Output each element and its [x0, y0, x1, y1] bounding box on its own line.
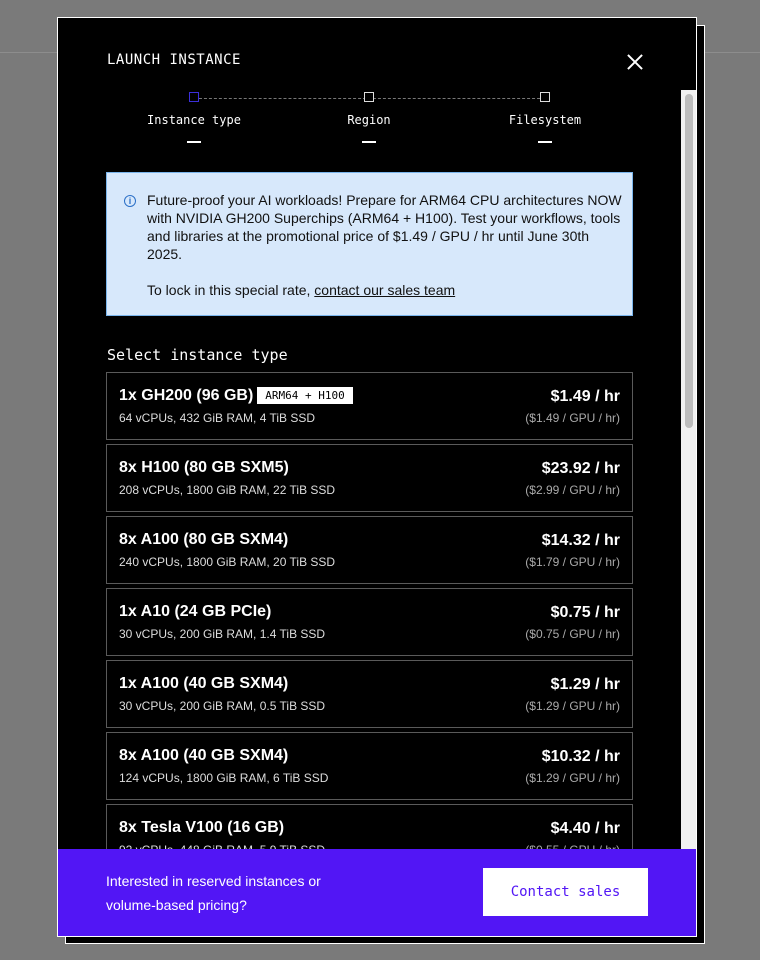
info-icon: i — [124, 195, 136, 207]
step-underline-filesystem — [538, 141, 552, 143]
step-underline-instance-type — [187, 141, 201, 143]
instance-price: $4.40 / hr — [550, 820, 620, 837]
instance-price-per-gpu: ($1.29 / GPU / hr) — [525, 771, 620, 785]
instance-name-text: 8x Tesla V100 (16 GB) — [119, 819, 285, 836]
instance-name — [119, 819, 284, 837]
step-marker-region — [364, 92, 374, 102]
step-label-instance-type[interactable]: Instance type — [147, 113, 241, 127]
instance-name — [119, 387, 353, 405]
instance-price: $23.92 / hr — [541, 460, 620, 477]
instance-name — [119, 747, 288, 765]
instance-name-text: 8x A100 (40 GB SXM4) — [119, 747, 289, 764]
instance-name-text: 1x GH200 (96 GB) — [119, 387, 254, 404]
instance-option[interactable] — [106, 444, 633, 512]
instance-option[interactable] — [106, 732, 633, 800]
instance-specs: 30 vCPUs, 200 GiB RAM, 0.5 TiB SSD — [119, 699, 326, 713]
promo-message: Future-proof your AI workloads! Prepare for ARM64 CPU architectures NOW with NVIDIA GH200 Superchips (ARM64 + H100). Test your workflows, tools and libraries at the promotional price of $1.49 / GPU / hr until June 30th 2025. — [147, 192, 622, 262]
instance-option[interactable] — [106, 516, 633, 584]
instance-name — [119, 675, 288, 693]
section-title: Select instance type — [107, 346, 288, 364]
instance-price: $10.32 / hr — [541, 748, 620, 765]
instance-list — [106, 372, 633, 876]
instance-name — [119, 531, 288, 549]
architecture-badge: ARM64 + H100 — [257, 387, 352, 404]
instance-specs: 240 vCPUs, 1800 GiB RAM, 20 TiB SSD — [119, 555, 336, 569]
instance-name — [119, 603, 271, 621]
scrollbar[interactable] — [681, 90, 697, 850]
step-marker-filesystem — [540, 92, 550, 102]
instance-option[interactable] — [106, 372, 633, 440]
instance-specs: 124 vCPUs, 1800 GiB RAM, 6 TiB SSD — [119, 771, 329, 785]
instance-name-text: 1x A100 (40 GB SXM4) — [119, 675, 289, 692]
footer-text: Interested in reserved instances or volume-based pricing? — [106, 873, 321, 913]
footer-banner — [58, 849, 696, 937]
modal-title: LAUNCH INSTANCE — [107, 52, 241, 68]
promo-info-box — [106, 172, 633, 316]
instance-name — [119, 459, 289, 477]
promo-lock-prefix: To lock in this special rate, — [147, 282, 315, 298]
contact-sales-link[interactable]: contact our sales team — [314, 282, 456, 298]
step-label-region[interactable]: Region — [347, 113, 391, 127]
instance-name-text: 1x A10 (24 GB PCIe) — [119, 603, 272, 620]
instance-price-per-gpu: ($1.29 / GPU / hr) — [525, 699, 620, 713]
instance-price: $14.32 / hr — [541, 532, 620, 549]
instance-option[interactable] — [106, 660, 633, 728]
instance-price-per-gpu: ($2.99 / GPU / hr) — [525, 483, 620, 497]
instance-price-per-gpu: ($1.49 / GPU / hr) — [525, 411, 620, 425]
instance-name-text: 8x A100 (80 GB SXM4) — [119, 531, 289, 548]
close-icon[interactable] — [621, 48, 649, 76]
instance-price: $1.49 / hr — [550, 388, 620, 405]
instance-price-per-gpu: ($0.75 / GPU / hr) — [525, 627, 620, 641]
instance-specs: 30 vCPUs, 200 GiB RAM, 1.4 TiB SSD — [119, 627, 326, 641]
step-marker-instance-type — [189, 92, 199, 102]
instance-name-text: 8x H100 (80 GB SXM5) — [119, 459, 289, 476]
instance-specs: 208 vCPUs, 1800 GiB RAM, 22 TiB SSD — [119, 483, 336, 497]
instance-price-per-gpu: ($1.79 / GPU / hr) — [525, 555, 620, 569]
step-underline-region — [362, 141, 376, 143]
promo-lock-text — [147, 281, 622, 299]
instance-price: $1.29 / hr — [550, 676, 620, 693]
launch-instance-modal — [57, 17, 697, 937]
step-label-filesystem[interactable]: Filesystem — [508, 113, 582, 127]
instance-specs: 64 vCPUs, 432 GiB RAM, 4 TiB SSD — [119, 411, 316, 425]
instance-price: $0.75 / hr — [550, 604, 620, 621]
scrollbar-thumb[interactable] — [685, 94, 693, 428]
contact-sales-button[interactable]: Contact sales — [483, 868, 648, 916]
instance-option[interactable] — [106, 588, 633, 656]
